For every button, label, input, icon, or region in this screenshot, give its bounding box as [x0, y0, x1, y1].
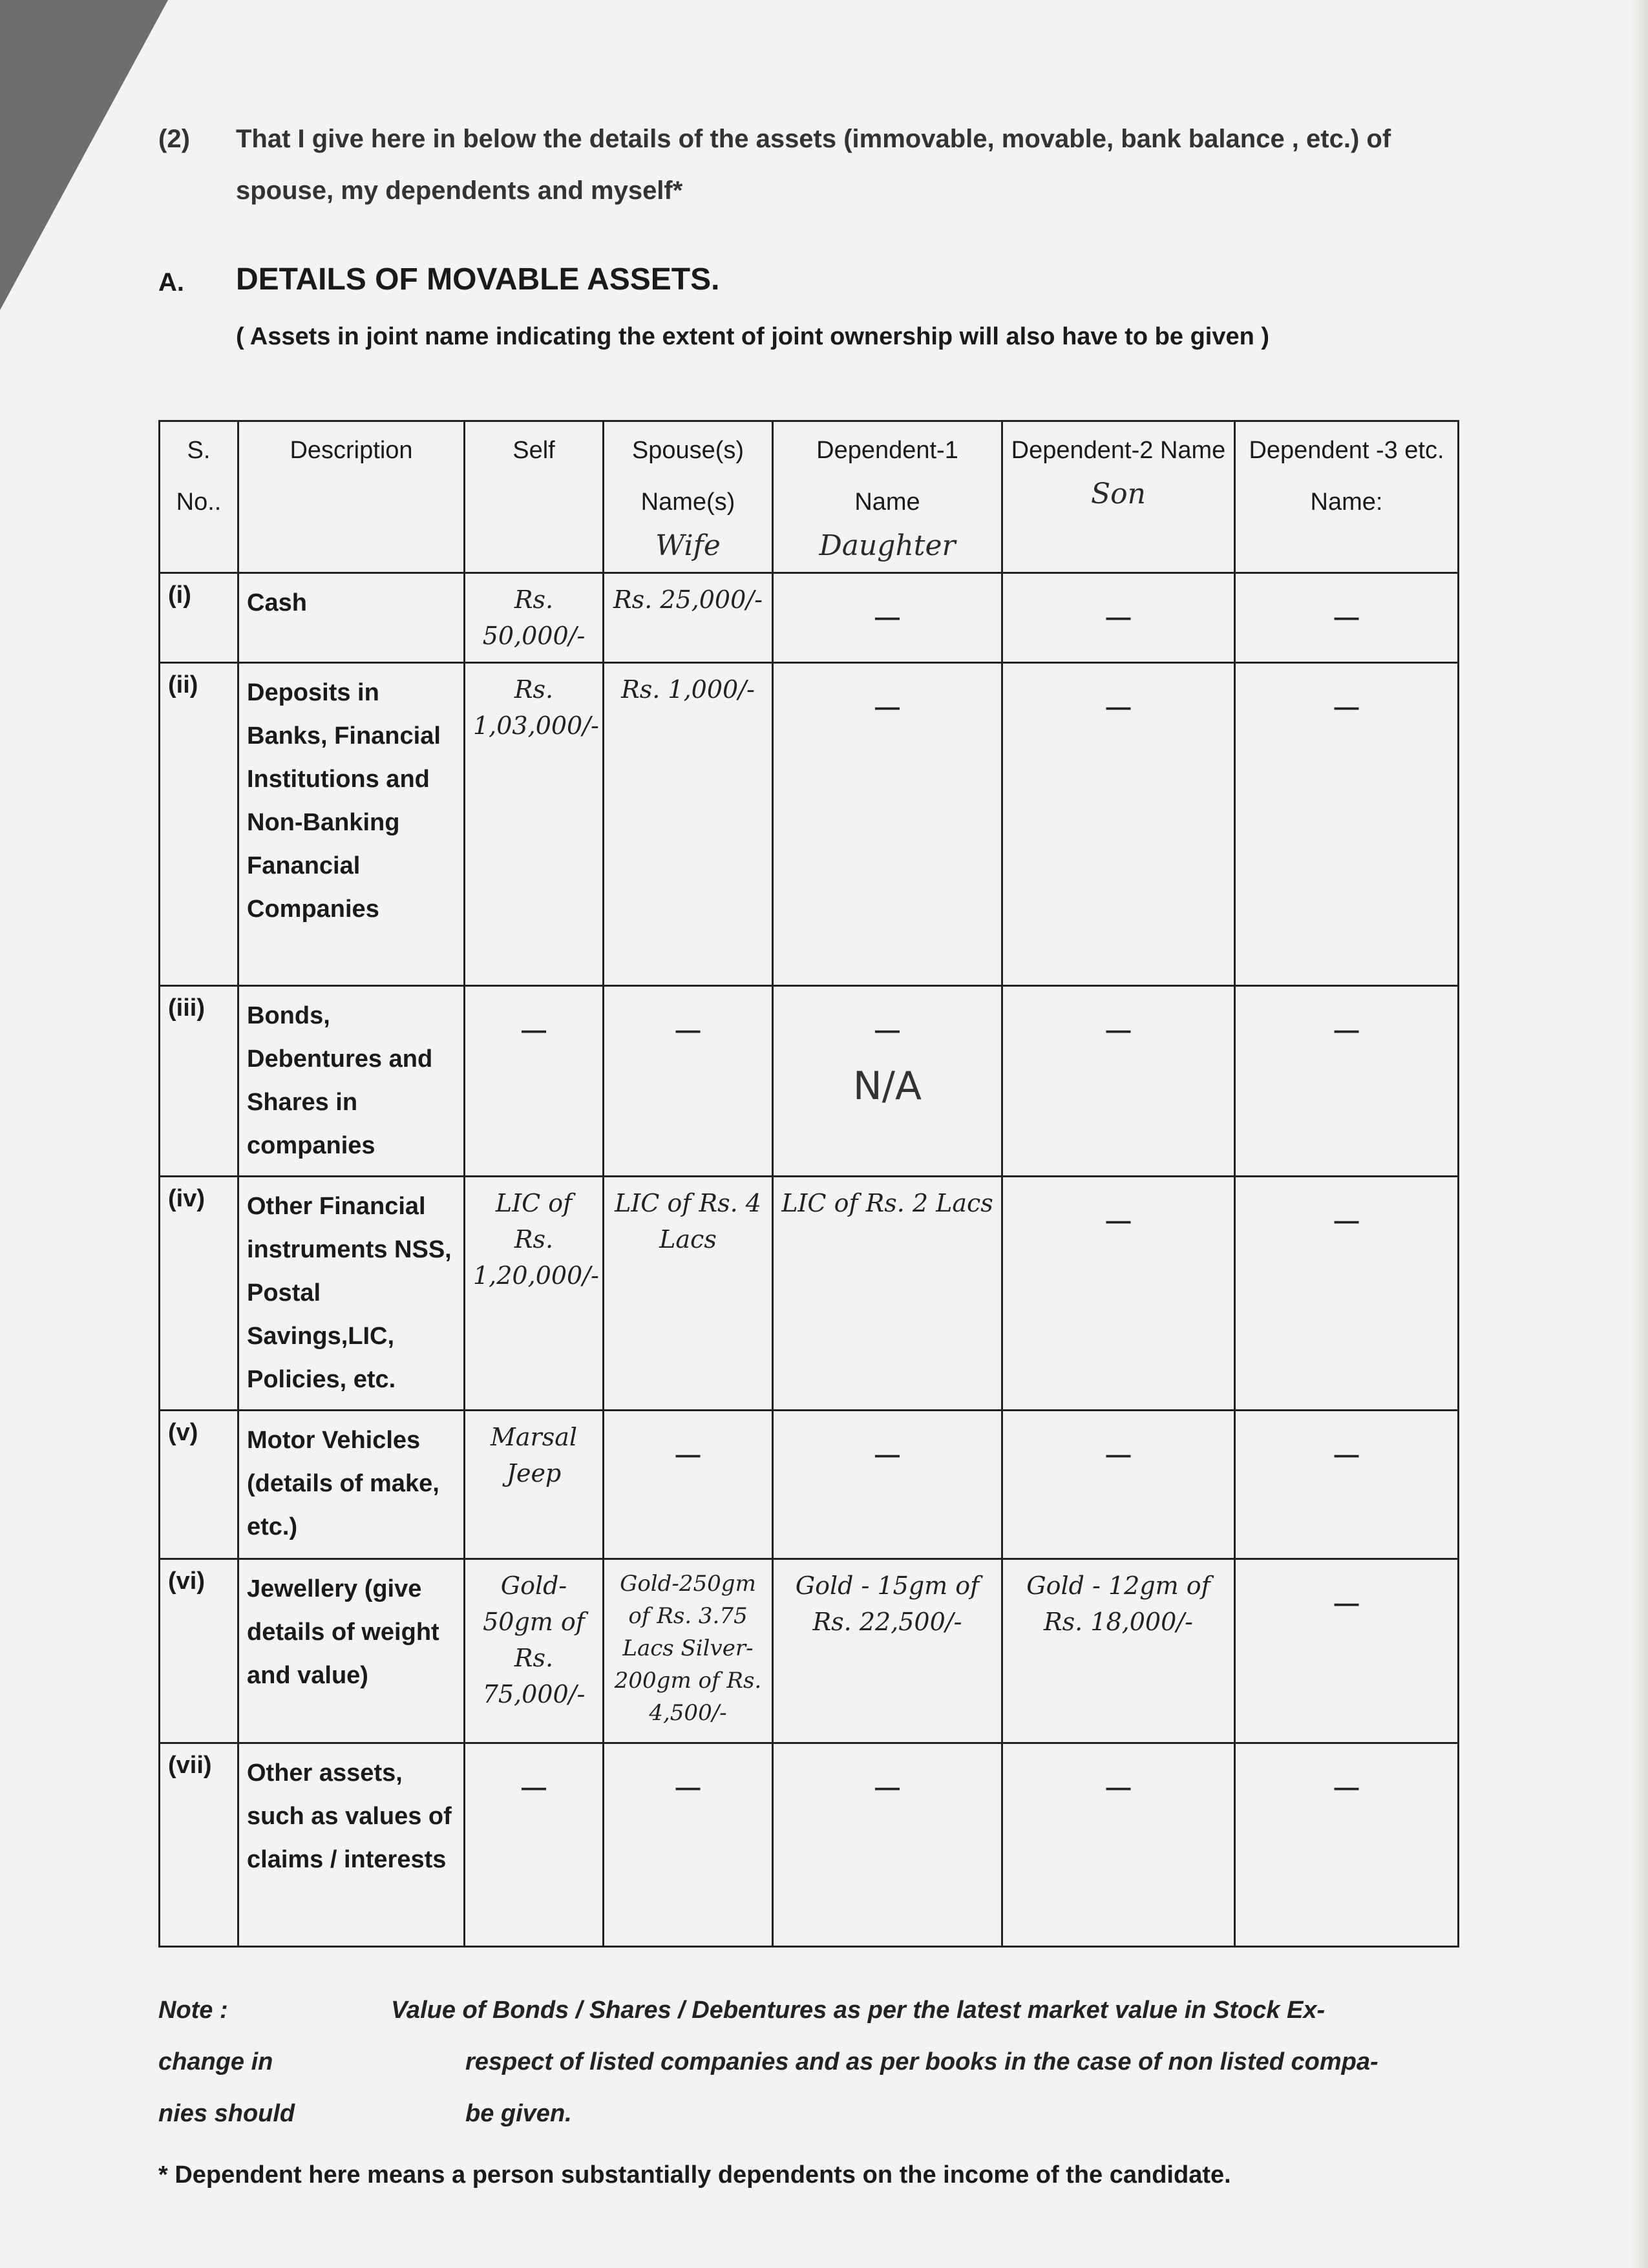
cell-self	[465, 1743, 604, 1947]
note-line-3: be given.	[465, 2100, 572, 2127]
dash: —	[1106, 1774, 1131, 1801]
dash: —	[675, 1442, 701, 1469]
row-description: Jewellery (give details of weight and value)	[238, 1559, 465, 1743]
cell-dependent-1: Gold - 15gm of Rs. 22,500/-	[773, 1559, 1002, 1743]
cell-spouse	[604, 1743, 773, 1947]
dash: —	[1106, 604, 1131, 631]
cell-self: Rs. 1,03,000/-	[465, 663, 604, 986]
table-row	[160, 1559, 1459, 1743]
cell-spouse: Gold-250gm of Rs. 3.75 Lacs Silver-200gm of Rs. 4,500/-	[604, 1559, 773, 1743]
row-description: Other assets, such as values of claims / interests	[238, 1743, 465, 1947]
cell-spouse: Rs. 25,000/-	[604, 573, 773, 663]
dash: —	[1106, 1017, 1131, 1044]
cell-spouse	[604, 1411, 773, 1559]
cell-dependent-3	[1235, 1411, 1459, 1559]
cell-dependent-2	[1002, 1743, 1235, 1947]
cell-dependent-1	[773, 663, 1002, 986]
row-description: Motor Vehicles (details of make, etc.)	[238, 1411, 465, 1559]
section-title: DETAILS OF MOVABLE ASSETS.	[236, 262, 720, 297]
cell-dependent-2: Gold - 12gm of Rs. 18,000/-	[1002, 1559, 1235, 1743]
header-dep2-handwritten: Son	[1091, 478, 1146, 510]
cell-self	[465, 986, 604, 1177]
dash: —	[1334, 694, 1359, 721]
cell-self: Marsal Jeep	[465, 1411, 604, 1559]
header-spouse	[604, 421, 773, 573]
cell-dependent-3	[1235, 1559, 1459, 1743]
intro-number: (2)	[158, 125, 190, 153]
table-row	[160, 663, 1459, 986]
dash: —	[1334, 1590, 1359, 1617]
note-label-2: change in	[158, 2048, 273, 2075]
row-description: Cash	[238, 573, 465, 663]
cell-dependent-3	[1235, 1743, 1459, 1947]
header-dep1-label: Dependent-1 Name	[816, 437, 958, 516]
cell-dependent-2	[1002, 573, 1235, 663]
dash: —	[522, 1017, 546, 1044]
cell-dependent-3	[1235, 573, 1459, 663]
folded-corner	[0, 0, 168, 310]
cell-dependent-2	[1002, 1411, 1235, 1559]
header-spouse-label: Spouse(s) Name(s)	[631, 437, 745, 516]
header-sno: S. No..	[160, 421, 238, 573]
cell-dependent-1	[773, 573, 1002, 663]
cell-dependent-2	[1002, 663, 1235, 986]
dash: —	[1334, 1442, 1359, 1469]
table-row	[160, 986, 1459, 1177]
intro-text: That I give here in below the details of the assets (immovable, movable, bank balance , etc.) of spouse, my dependents and myself*	[236, 125, 1391, 205]
page-edge	[1631, 0, 1648, 2268]
row-description: Other Financial instruments NSS, Postal Savings,LIC, Policies, etc.	[238, 1177, 465, 1411]
table-row	[160, 1411, 1459, 1559]
header-dependent-3: Dependent -3 etc. Name:	[1235, 421, 1459, 573]
row-sno: (v)	[160, 1411, 238, 1559]
header-self: Self	[465, 421, 604, 573]
dash: —	[875, 1017, 900, 1044]
movable-assets-table	[158, 420, 1459, 1948]
note-line-1: Value of Bonds / Shares / Debentures as per the latest market value in Stock Ex-	[391, 1997, 1326, 2024]
dash: —	[1334, 1774, 1359, 1801]
not-applicable-note: N/A	[852, 1064, 922, 1109]
header-dep1-handwritten: Daughter	[819, 529, 956, 562]
table-row	[160, 1743, 1459, 1947]
cell-spouse: Rs. 1,000/-	[604, 663, 773, 986]
row-sno: (vi)	[160, 1559, 238, 1743]
row-description: Bonds, Debentures and Shares in companies	[238, 986, 465, 1177]
dash: —	[1106, 694, 1131, 721]
cell-self: Gold-50gm of Rs. 75,000/-	[465, 1559, 604, 1743]
cell-dependent-1: LIC of Rs. 2 Lacs	[773, 1177, 1002, 1411]
dash: —	[875, 604, 900, 631]
dash: —	[1334, 1208, 1359, 1235]
row-sno: (i)	[160, 573, 238, 663]
cell-dependent-3	[1235, 663, 1459, 986]
dash: —	[675, 1774, 701, 1801]
header-spouse-handwritten: Wife	[655, 529, 721, 562]
header-description: Description	[238, 421, 465, 573]
footnote: * Dependent here means a person substantially dependents on the income of the candidate.	[158, 2161, 1231, 2189]
cell-spouse	[604, 986, 773, 1177]
dash: —	[522, 1774, 546, 1801]
dash: —	[875, 694, 900, 721]
section-letter: A.	[158, 268, 184, 297]
cell-dependent-2	[1002, 986, 1235, 1177]
note-label-3: nies should	[158, 2100, 295, 2127]
dash: —	[1106, 1442, 1131, 1469]
table-row	[160, 573, 1459, 663]
cell-dependent-3	[1235, 986, 1459, 1177]
section-subnote: ( Assets in joint name indicating the extent of joint ownership will also have to be given )	[236, 323, 1270, 350]
table-row	[160, 1177, 1459, 1411]
dash: —	[875, 1774, 900, 1801]
cell-dependent-2	[1002, 1177, 1235, 1411]
header-dependent-1	[773, 421, 1002, 573]
cell-dependent-1	[773, 1743, 1002, 1947]
note-label: Note :	[158, 1997, 228, 2024]
row-sno: (iv)	[160, 1177, 238, 1411]
note-line-2: respect of listed companies and as per books in the case of non listed compa-	[465, 2048, 1379, 2075]
row-description: Deposits in Banks, Financial Institutions and Non-Banking Fanancial Companies	[238, 663, 465, 986]
cell-self: Rs. 50,000/-	[465, 573, 604, 663]
row-sno: (ii)	[160, 663, 238, 986]
cell-spouse: LIC of Rs. 4 Lacs	[604, 1177, 773, 1411]
dash: —	[1106, 1208, 1131, 1235]
header-dep2-label: Dependent-2 Name	[1011, 437, 1226, 464]
cell-self: LIC of Rs. 1,20,000/-	[465, 1177, 604, 1411]
header-dependent-2	[1002, 421, 1235, 573]
cell-dependent-1	[773, 1411, 1002, 1559]
cell-dependent-3	[1235, 1177, 1459, 1411]
dash: —	[1334, 604, 1359, 631]
dash: —	[675, 1017, 701, 1044]
row-sno: (iii)	[160, 986, 238, 1177]
table-header-row	[160, 421, 1459, 573]
cell-dependent-1	[773, 986, 1002, 1177]
row-sno: (vii)	[160, 1743, 238, 1947]
dash: —	[1334, 1017, 1359, 1044]
dash: —	[875, 1442, 900, 1469]
